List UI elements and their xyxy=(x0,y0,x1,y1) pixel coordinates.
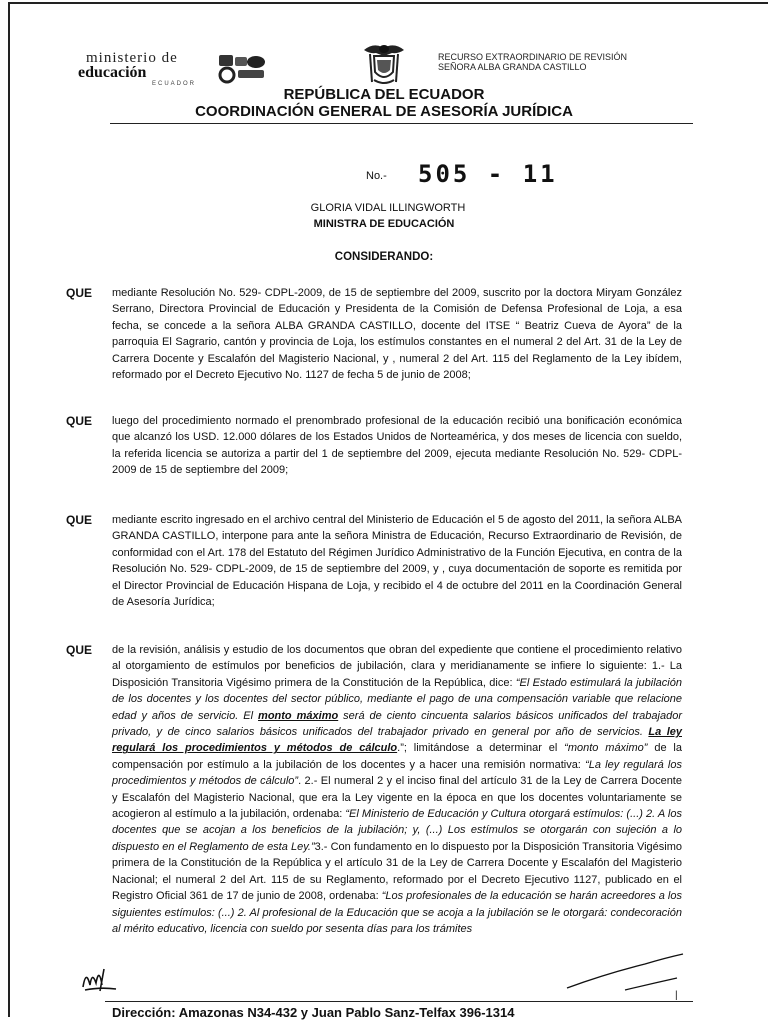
handwritten-strike-icon xyxy=(565,950,685,995)
page-border-left xyxy=(8,2,10,1017)
document-header-title xyxy=(0,86,768,120)
coat-of-arms-icon xyxy=(360,40,408,86)
que-label-4: QUE xyxy=(66,643,93,657)
footer-divider xyxy=(105,1001,693,1002)
paragraph-4-segment: “Los profesionales de la educación se harán acreedores a los siguientes estímulos: (...) 2. Al profesional de la Educación que se acoja a la jubilación se le otorgará: condecoración al mérito educativo, licencia con sueldo por sesenta días para los trámites xyxy=(112,890,682,935)
resolution-number-label: No.- xyxy=(366,170,387,182)
paragraph-4-segment: “monto máximo” xyxy=(564,742,648,755)
paragraph-1: mediante Resolución No. 529- CDPL-2009, de 15 de septiembre del 2009, suscrito por la doctora Miryam González Serrano, Directora Provincial de Educación y Presidenta de la Comisión de Defensa Profesional de Loja, a esa fecha, se concede a la señora ALBA GRANDA CASTILLO, docente del ITSE “ Beatriz Cueva de Ayora” de la parroquia El Sagrario, cantón y provincia de Loja, los estímulos constantes en el numeral 2 del Art. 31 de la Ley de Carrera Docente y Escalafón del Magisterio Nacional, y , numeral 2 del Art. 115 del Reglamento de la Ley ibídem, reformado por el Decreto Ejecutivo No. 1127 de fecha 5 de junio de 2008; xyxy=(112,287,682,382)
que-label-3: QUE xyxy=(66,513,93,527)
paragraph-4-segment: 3.- Con fundamento en lo dispuesto por la Disposición Transitoria Vigésimo primera de la Constitución de la República y el artículo 31 de la Ley de Carrera Docente y Escalafón del Magisterio Nacional; el numeral 2 del Art. 115 de su Reglamento, reformado por el Decreto Ejecutivo 1127, publicado en el Registro Oficial 361 de 17 de junio de 2008, ordenaba: xyxy=(112,840,682,903)
ministerio-logo-icon xyxy=(218,53,268,85)
paragraph-4-segment: de la compensación por estímulo a la jubilación de los docentes y a hacer una remisión normativa: xyxy=(112,742,682,771)
footer-address: Dirección: Amazonas N34-432 y Juan Pablo Sanz-Telfax 396-1314 xyxy=(112,1005,515,1020)
paragraph-4-segment: . 2.- El numeral 2 y el inciso final del artículo 31 de la Ley de Carrera Docente y Escalafón del Magisterio Nacional, que era la Ley vigente en la época en que los docentes voluntariamente se acogieron al estímulo a la jubilación, ordenaba: xyxy=(112,775,682,821)
page-border-top xyxy=(8,2,768,4)
logo-text-educacion: educación xyxy=(78,64,147,81)
case-reference xyxy=(438,52,627,72)
initials-signature-icon xyxy=(80,963,120,993)
logo-text-ecuador: ECUADOR xyxy=(152,81,197,87)
page-mark: | xyxy=(675,990,678,1001)
considerando-heading: CONSIDERANDO: xyxy=(334,251,434,263)
paragraph-4-segment: “El Estado estimulará la jubilación de los docentes y los docentes del sector público, mediante el pago de una compensación variable que relacione edad y años de servicio. El xyxy=(112,676,682,722)
paragraph-4-segment: “El Ministerio de Educación y Cultura otorgará estímulos: (...) 2. A los docentes que se acojan a los beneficios de la jubilación; y, (...) Los estímulos se otorgarán con sujeción a lo dispuesto en el Reglamento de esta Ley.” xyxy=(112,808,682,853)
logo-text-ministerio: ministerio de xyxy=(86,50,178,66)
ministerio-logo xyxy=(58,50,288,90)
case-reference-line1: RECURSO EXTRAORDINARIO DE REVISIÓN xyxy=(438,52,628,62)
paragraph-4-segment: monto máximo xyxy=(258,709,339,722)
paragraph-2: luego del procedimiento normado el prenombrado profesional de la educación recibió una bonificación económica que alcanzó los USD. 12.000 dólares de los Estados Unidos de Norteamérica, y dos meses de licencia con sueldo, la referida licencia se autoriza a partir del 1 de septiembre del 2009, ejecuta mediante Resolución No. 529- CDPL-2009 de 15 de septiembre del 2009; xyxy=(112,415,682,477)
minister-role: MINISTRA DE EDUCACIÓN xyxy=(313,218,455,230)
republic-title: REPÚBLICA DEL ECUADOR xyxy=(283,86,485,103)
paragraph-4-segment: La ley regulará los procedimientos y métodos de cálculo xyxy=(112,726,682,755)
paragraph-4-segment: será de ciento cincuenta salarios básicos unificados del trabajador privado, y de cinco salarios básicos unificados del trabajador privado en general por año de servicios. xyxy=(112,709,682,739)
paragraph-4-segment: .”; limitándose a determinar el xyxy=(397,742,565,755)
paragraph-4-segment: de la revisión, análisis y estudio de los documentos que obran del expediente que contiene el procedimiento relativo al otorgamiento de estímulos por beneficios de jubilación, clara y meridianamente se infiere lo siguiente: 1.- La Disposición Transitoria Vigésimo primera de la Constitución de la República, dice: xyxy=(112,644,682,689)
department-title: COORDINACIÓN GENERAL DE ASESORÍA JURÍDICA xyxy=(195,103,573,120)
header-divider xyxy=(110,123,693,124)
que-label-2: QUE xyxy=(66,414,93,428)
que-label-1: QUE xyxy=(66,286,93,300)
resolution-number: 505 - 11 xyxy=(418,160,558,188)
case-reference-line2: SEÑORA ALBA GRANDA CASTILLO xyxy=(438,62,587,72)
paragraph-3: mediante escrito ingresado en el archivo central del Ministerio de Educación el 5 de agosto del 2011, la señora ALBA GRANDA CASTILLO, interpone para ante la señora Ministra de Educación, Recurso Extraordinario de Revisión, de conformidad con el Art. 178 del Estatuto del Régimen Jurídico Administrativo de la Función Ejecutiva, en contra de la Resolución No. 529- CDPL-2009, de 15 de septiembre del 2009, y , cuya documentación de soporte es remitida por el Director Provincial de Educación Hispana de Loja, y recibido el 4 de octubre del 2011 en la Coordinación General de Asesoría Jurídica; xyxy=(112,514,682,609)
paragraph-4 xyxy=(112,642,682,937)
minister-name: GLORIA VIDAL ILLINGWORTH xyxy=(310,202,466,214)
paragraph-4-segment: “La ley regulará los procedimientos y métodos de cálculo” xyxy=(112,758,682,788)
